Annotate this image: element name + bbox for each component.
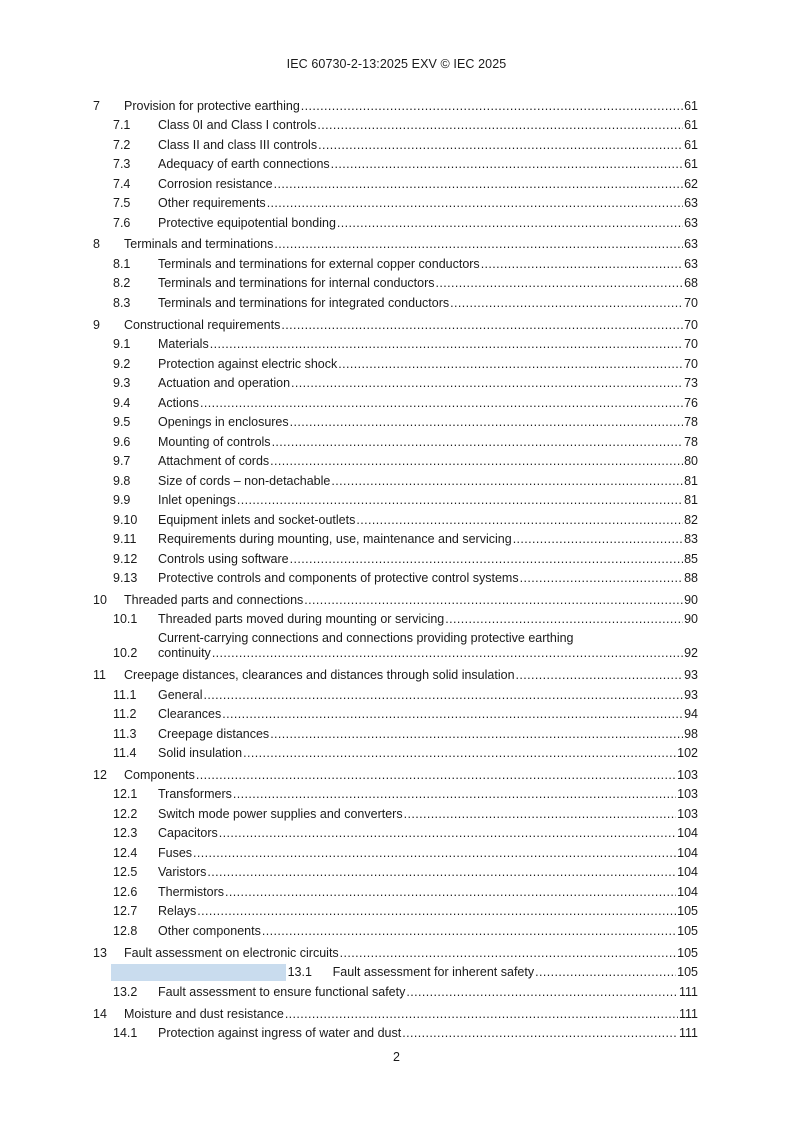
dot-leader	[445, 612, 683, 627]
toc-entry-title: Other components	[158, 923, 261, 938]
toc-subsection-entry[interactable]	[93, 627, 698, 661]
dot-leader	[331, 157, 683, 172]
toc-entry-page: 92	[684, 646, 698, 661]
toc-entry-page: 63	[684, 256, 698, 271]
toc-entry-page: 70	[684, 356, 698, 371]
selection-highlight	[111, 964, 286, 981]
toc-entry-title: Attachment of cords	[158, 454, 270, 469]
toc-entry-page: 70	[684, 337, 698, 352]
toc-section-entry[interactable]	[93, 588, 698, 608]
toc-entry-number: 12.2	[113, 806, 138, 821]
toc-subsection-entry[interactable]	[93, 822, 698, 842]
toc-entry-title: Relays	[158, 904, 197, 919]
toc-entry-number: 8.1	[113, 256, 131, 271]
toc-entry-page: 85	[684, 551, 698, 566]
toc-entry-title: Fuses	[158, 845, 193, 860]
toc-subsection-entry[interactable]	[93, 722, 698, 742]
dot-leader	[331, 474, 683, 489]
toc-subsection-entry[interactable]	[93, 291, 698, 311]
toc-entry-title: Fault assessment on electronic circuits	[124, 945, 339, 960]
toc-subsection-entry[interactable]	[93, 114, 698, 134]
toc-entry-page: 80	[684, 454, 698, 469]
dot-leader	[219, 826, 676, 841]
toc-entry-page: 94	[684, 707, 698, 722]
toc-entry-page: 73	[684, 376, 698, 391]
dot-leader	[481, 257, 683, 272]
dot-leader	[197, 904, 676, 919]
toc-entry-title: Corrosion resistance	[158, 176, 273, 191]
toc-subsection-entry[interactable]	[93, 489, 698, 509]
dot-leader	[212, 646, 683, 661]
toc-entry-page: 104	[677, 865, 698, 880]
toc-entry-title: Protection against electric shock	[158, 356, 338, 371]
toc-subsection-entry[interactable]	[93, 211, 698, 231]
toc-subsection-entry[interactable]	[93, 547, 698, 567]
toc-subsection-entry[interactable]	[93, 252, 698, 272]
toc-subsection-entry[interactable]	[93, 528, 698, 548]
toc-entry-number: 9.1	[113, 337, 131, 352]
dot-leader	[436, 276, 684, 291]
toc-entry-title: Terminals and terminations for external copper conductors	[158, 256, 480, 271]
toc-entry-page: 90	[684, 612, 698, 627]
toc-entry-page: 81	[684, 493, 698, 508]
toc-subsection-entry[interactable]	[93, 391, 698, 411]
toc-subsection-entry[interactable]	[93, 683, 698, 703]
toc-subsection-entry[interactable]	[93, 430, 698, 450]
toc-entry-number: 12.6	[113, 884, 138, 899]
toc-entry-page: 111	[678, 1026, 698, 1041]
toc-entry-number: 7.6	[113, 215, 131, 230]
toc-entry-page: 63	[684, 196, 698, 210]
toc-subsection-entry[interactable]	[93, 153, 698, 173]
toc-entry-number: 11.3	[113, 726, 137, 741]
toc-entry-page: 93	[684, 668, 698, 683]
toc-subsection-entry[interactable]	[93, 567, 698, 587]
toc-entry-title: Varistors	[158, 865, 207, 880]
toc-subsection-entry[interactable]	[93, 703, 698, 723]
toc-entry-number: 12.7	[113, 904, 138, 919]
toc-section-entry[interactable]	[93, 94, 698, 114]
toc-entry-page: 104	[677, 845, 698, 860]
toc-entry-page: 111	[678, 1006, 698, 1021]
toc-entry-page: 105	[677, 965, 698, 980]
dot-leader	[318, 138, 683, 153]
toc-entry-title: Clearances	[158, 707, 222, 722]
toc-entry-title: Components	[124, 767, 195, 782]
toc-subsection-entry[interactable]	[93, 1022, 698, 1042]
toc-subsection-entry[interactable]	[93, 192, 698, 212]
toc-entry-number: 7	[93, 98, 100, 113]
dot-leader	[337, 216, 683, 231]
toc-entry-title: Controls using software	[158, 551, 289, 566]
toc-entry-number: 10	[93, 592, 107, 607]
toc-subsection-entry[interactable]	[93, 372, 698, 392]
toc-entry-page: 104	[677, 826, 698, 841]
toc-entry-number: 9.8	[113, 473, 131, 488]
toc-subsection-entry[interactable]	[93, 172, 698, 192]
dot-leader	[274, 237, 683, 252]
toc-entry-number: 12	[93, 767, 107, 782]
dot-leader	[272, 435, 684, 450]
toc-subsection-entry[interactable]	[93, 272, 698, 292]
toc-subsection-entry[interactable]	[93, 352, 698, 372]
dot-leader	[404, 807, 677, 822]
toc-entry-page: 61	[684, 137, 698, 152]
toc-entry-number: 11.1	[113, 687, 137, 702]
toc-entry-page: 70	[684, 295, 698, 310]
dot-leader	[356, 513, 683, 528]
toc-entry-number: 12.5	[113, 865, 138, 880]
toc-entry-page: 61	[684, 98, 698, 113]
toc-entry-number: 10.2	[113, 646, 138, 661]
toc-entry-number: 8	[93, 237, 100, 252]
toc-entry-page: 105	[677, 923, 698, 938]
toc-subsection-entry[interactable]	[93, 333, 698, 353]
toc-entry-page: 62	[684, 176, 698, 191]
toc-section-entry[interactable]	[93, 1002, 698, 1022]
toc-entry-page: 61	[684, 118, 698, 132]
dot-leader	[270, 727, 683, 742]
toc-entry-number: 7.3	[113, 157, 131, 171]
toc-entry-title: Actuation and operation	[158, 376, 291, 391]
toc-entry-page: 70	[684, 317, 698, 332]
toc-entry-number: 9.12	[113, 551, 138, 566]
toc-section-entry[interactable]	[93, 941, 698, 961]
toc-section-entry[interactable]	[93, 763, 698, 783]
dot-leader	[516, 668, 684, 683]
toc-entry-number: 13.1	[287, 965, 312, 980]
toc-entry-title: Requirements during mounting, use, maintenance and servicing	[158, 532, 512, 547]
dot-leader	[274, 177, 683, 192]
dot-leader	[193, 846, 676, 861]
toc-subsection-entry[interactable]	[93, 900, 698, 920]
toc-entry-page: 81	[684, 473, 698, 488]
toc-entry-number: 10.1	[113, 612, 138, 627]
dot-leader	[450, 296, 683, 311]
dot-leader	[196, 768, 676, 783]
toc-subsection-entry[interactable]	[93, 133, 698, 153]
toc-entry-title: General	[158, 687, 203, 702]
dot-leader	[513, 532, 683, 547]
toc-section-entry[interactable]	[93, 233, 698, 253]
toc-entry-number: 13	[93, 945, 107, 960]
toc-entry-number: 13.2	[113, 984, 138, 999]
toc-subsection-entry[interactable]	[93, 919, 698, 939]
dot-leader	[237, 493, 683, 508]
toc-entry-page: 61	[684, 157, 698, 171]
toc-entry-number: 9	[93, 317, 100, 332]
toc-entry-number: 9.9	[113, 493, 131, 508]
toc-entry-page: 78	[684, 434, 698, 449]
toc-section-entry[interactable]	[93, 664, 698, 684]
dot-leader	[267, 196, 683, 211]
toc-entry-title: Materials	[158, 337, 209, 352]
toc-entry-page: 105	[677, 904, 698, 919]
toc-entry-number: 9.2	[113, 356, 131, 371]
toc-entry-title: Threaded parts and connections	[124, 592, 304, 607]
toc-entry-title: Actions	[158, 395, 199, 410]
toc-entry-page: 90	[684, 592, 698, 607]
dot-leader	[402, 1026, 678, 1041]
toc-entry-page: 103	[677, 767, 698, 782]
dot-leader	[340, 946, 676, 961]
toc-entry-title: Class II and class III controls	[158, 137, 318, 152]
dot-leader	[281, 318, 683, 333]
toc-entry-title: Constructional requirements	[124, 317, 281, 332]
page-number: 2	[393, 1050, 400, 1064]
dot-leader	[406, 985, 678, 1000]
dot-leader	[535, 965, 676, 980]
toc-entry-number: 9.5	[113, 415, 131, 430]
toc-entry-page: 105	[677, 945, 698, 960]
toc-subsection-entry[interactable]	[93, 802, 698, 822]
toc-entry-page: 103	[677, 806, 698, 821]
dot-leader	[203, 688, 683, 703]
dot-leader	[262, 924, 676, 939]
toc-section-entry[interactable]	[93, 313, 698, 333]
toc-entry-number: 8.2	[113, 276, 131, 291]
toc-entry-number: 12.1	[113, 787, 138, 802]
toc-entry-number: 9.13	[113, 571, 138, 586]
toc-entry-number: 7.4	[113, 176, 131, 191]
toc-entry-number: 14.1	[113, 1026, 138, 1041]
toc-entry-title: Fault assessment to ensure functional safety	[158, 984, 406, 999]
toc-entry-title: Solid insulation	[158, 746, 243, 761]
page-header: IEC 60730-2-13:2025 EXV © IEC 2025	[286, 57, 507, 71]
toc-entry-title: Moisture and dust resistance	[124, 1006, 284, 1021]
toc-entry-page: 111	[678, 984, 698, 999]
toc-subsection-entry[interactable]	[93, 861, 698, 881]
toc-entry-title: Other requirements	[158, 196, 266, 210]
toc-entry-number: 9.4	[113, 395, 131, 410]
toc-entry-number: 12.3	[113, 826, 138, 841]
toc-entry-page: 93	[684, 687, 698, 702]
toc-subsection-entry[interactable]	[93, 469, 698, 489]
toc-entry-title: Transformers	[158, 787, 232, 802]
toc-entry-title: Creepage distances	[158, 726, 270, 741]
toc-entry-title: Capacitors	[158, 826, 218, 841]
toc-entry-title: Openings in enclosures	[158, 415, 289, 430]
toc-entry-page: 104	[677, 884, 698, 899]
toc-entry-title: Terminals and terminations	[124, 237, 274, 252]
toc-entry-title: Creepage distances, clearances and distances through solid insulation	[124, 668, 515, 683]
toc-entry-page: 68	[684, 276, 698, 291]
toc-entry-title-continued: continuity	[158, 646, 211, 661]
toc-entry-title: Fault assessment for inherent safety	[332, 965, 535, 980]
toc-entry-page: 76	[684, 395, 698, 410]
toc-entry-page: 78	[684, 415, 698, 430]
toc-entry-page: 98	[684, 726, 698, 741]
toc-entry-number: 9.10	[113, 512, 138, 527]
toc-entry-title: Provision for protective earthing	[124, 98, 300, 113]
dot-leader	[222, 707, 683, 722]
toc-entry-title: Adequacy of earth connections	[158, 157, 330, 171]
toc-entry-number: 9.7	[113, 454, 131, 469]
toc-subsection-entry[interactable]	[93, 411, 698, 431]
dot-leader	[291, 376, 683, 391]
toc-subsection-entry[interactable]	[93, 783, 698, 803]
toc-entry-title: Threaded parts moved during mounting or servicing	[158, 612, 445, 627]
toc-entry-number: 9.11	[113, 532, 137, 547]
dot-leader	[301, 99, 683, 114]
dot-leader	[270, 454, 683, 469]
dot-leader	[285, 1007, 678, 1022]
toc-entry-number: 9.3	[113, 376, 131, 391]
dot-leader	[520, 571, 684, 586]
toc-entry-title: Switch mode power supplies and converters	[158, 806, 403, 821]
dot-leader	[338, 357, 683, 372]
toc-entry-page: 63	[684, 215, 698, 230]
toc-entry-page: 88	[684, 571, 698, 586]
dot-leader	[317, 118, 683, 133]
toc-entry-title: Terminals and terminations for integrated conductors	[158, 295, 450, 310]
toc-subsection-entry[interactable]	[93, 450, 698, 470]
toc-entry-number: 7.5	[113, 196, 131, 210]
toc-subsection-entry[interactable]	[93, 980, 698, 1000]
toc-entry-number: 9.6	[113, 434, 131, 449]
dot-leader	[304, 593, 683, 608]
toc-entry-page: 103	[677, 787, 698, 802]
toc-entry-title: Protective equipotential bonding	[158, 215, 336, 230]
toc-entry-title: Terminals and terminations for internal conductors	[158, 276, 435, 291]
toc-entry-number: 8.3	[113, 295, 131, 310]
dot-leader	[200, 396, 683, 411]
toc-entry-number: 11	[93, 668, 106, 683]
toc-entry-page: 102	[677, 746, 698, 761]
toc-entry-title: Protective controls and components of protective control systems	[158, 571, 519, 586]
toc-entry-title: Thermistors	[158, 884, 224, 899]
toc-subsection-entry[interactable]	[93, 742, 698, 762]
toc-entry-number: 14	[93, 1006, 107, 1021]
toc-subsection-entry[interactable]	[93, 961, 698, 981]
toc-subsection-entry[interactable]	[93, 608, 698, 628]
dot-leader	[225, 885, 676, 900]
toc-subsection-entry[interactable]	[93, 841, 698, 861]
toc-entry-title: Class 0I and Class I controls	[158, 118, 317, 132]
toc-entry-title: Protection against ingress of water and dust	[158, 1026, 402, 1041]
dot-leader	[290, 552, 683, 567]
toc-subsection-entry[interactable]	[93, 880, 698, 900]
toc-entry-page: 83	[684, 532, 698, 547]
dot-leader	[207, 865, 676, 880]
dot-leader	[243, 746, 676, 761]
toc-entry-number: 11.2	[113, 707, 137, 722]
toc-subsection-entry[interactable]	[93, 508, 698, 528]
toc-entry-title: Equipment inlets and socket-outlets	[158, 512, 356, 527]
toc-entry-title: Mounting of controls	[158, 434, 271, 449]
toc-entry-number: 11.4	[113, 746, 137, 761]
dot-leader	[290, 415, 683, 430]
toc-entry-number: 7.2	[113, 137, 131, 152]
toc-entry-title: Inlet openings	[158, 493, 236, 508]
dot-leader	[233, 787, 676, 802]
dot-leader	[210, 337, 683, 352]
toc-entry-page: 63	[684, 237, 698, 252]
toc-entry-number: 12.8	[113, 923, 138, 938]
toc-entry-number: 7.1	[113, 118, 131, 132]
toc-entry-title: Current-carrying connections and connections providing protective earthing	[158, 631, 574, 646]
toc-entry-number: 12.4	[113, 845, 138, 860]
toc-entry-page: 82	[684, 512, 698, 527]
table-of-contents	[93, 94, 698, 1041]
toc-entry-title: Size of cords – non-detachable	[158, 473, 331, 488]
